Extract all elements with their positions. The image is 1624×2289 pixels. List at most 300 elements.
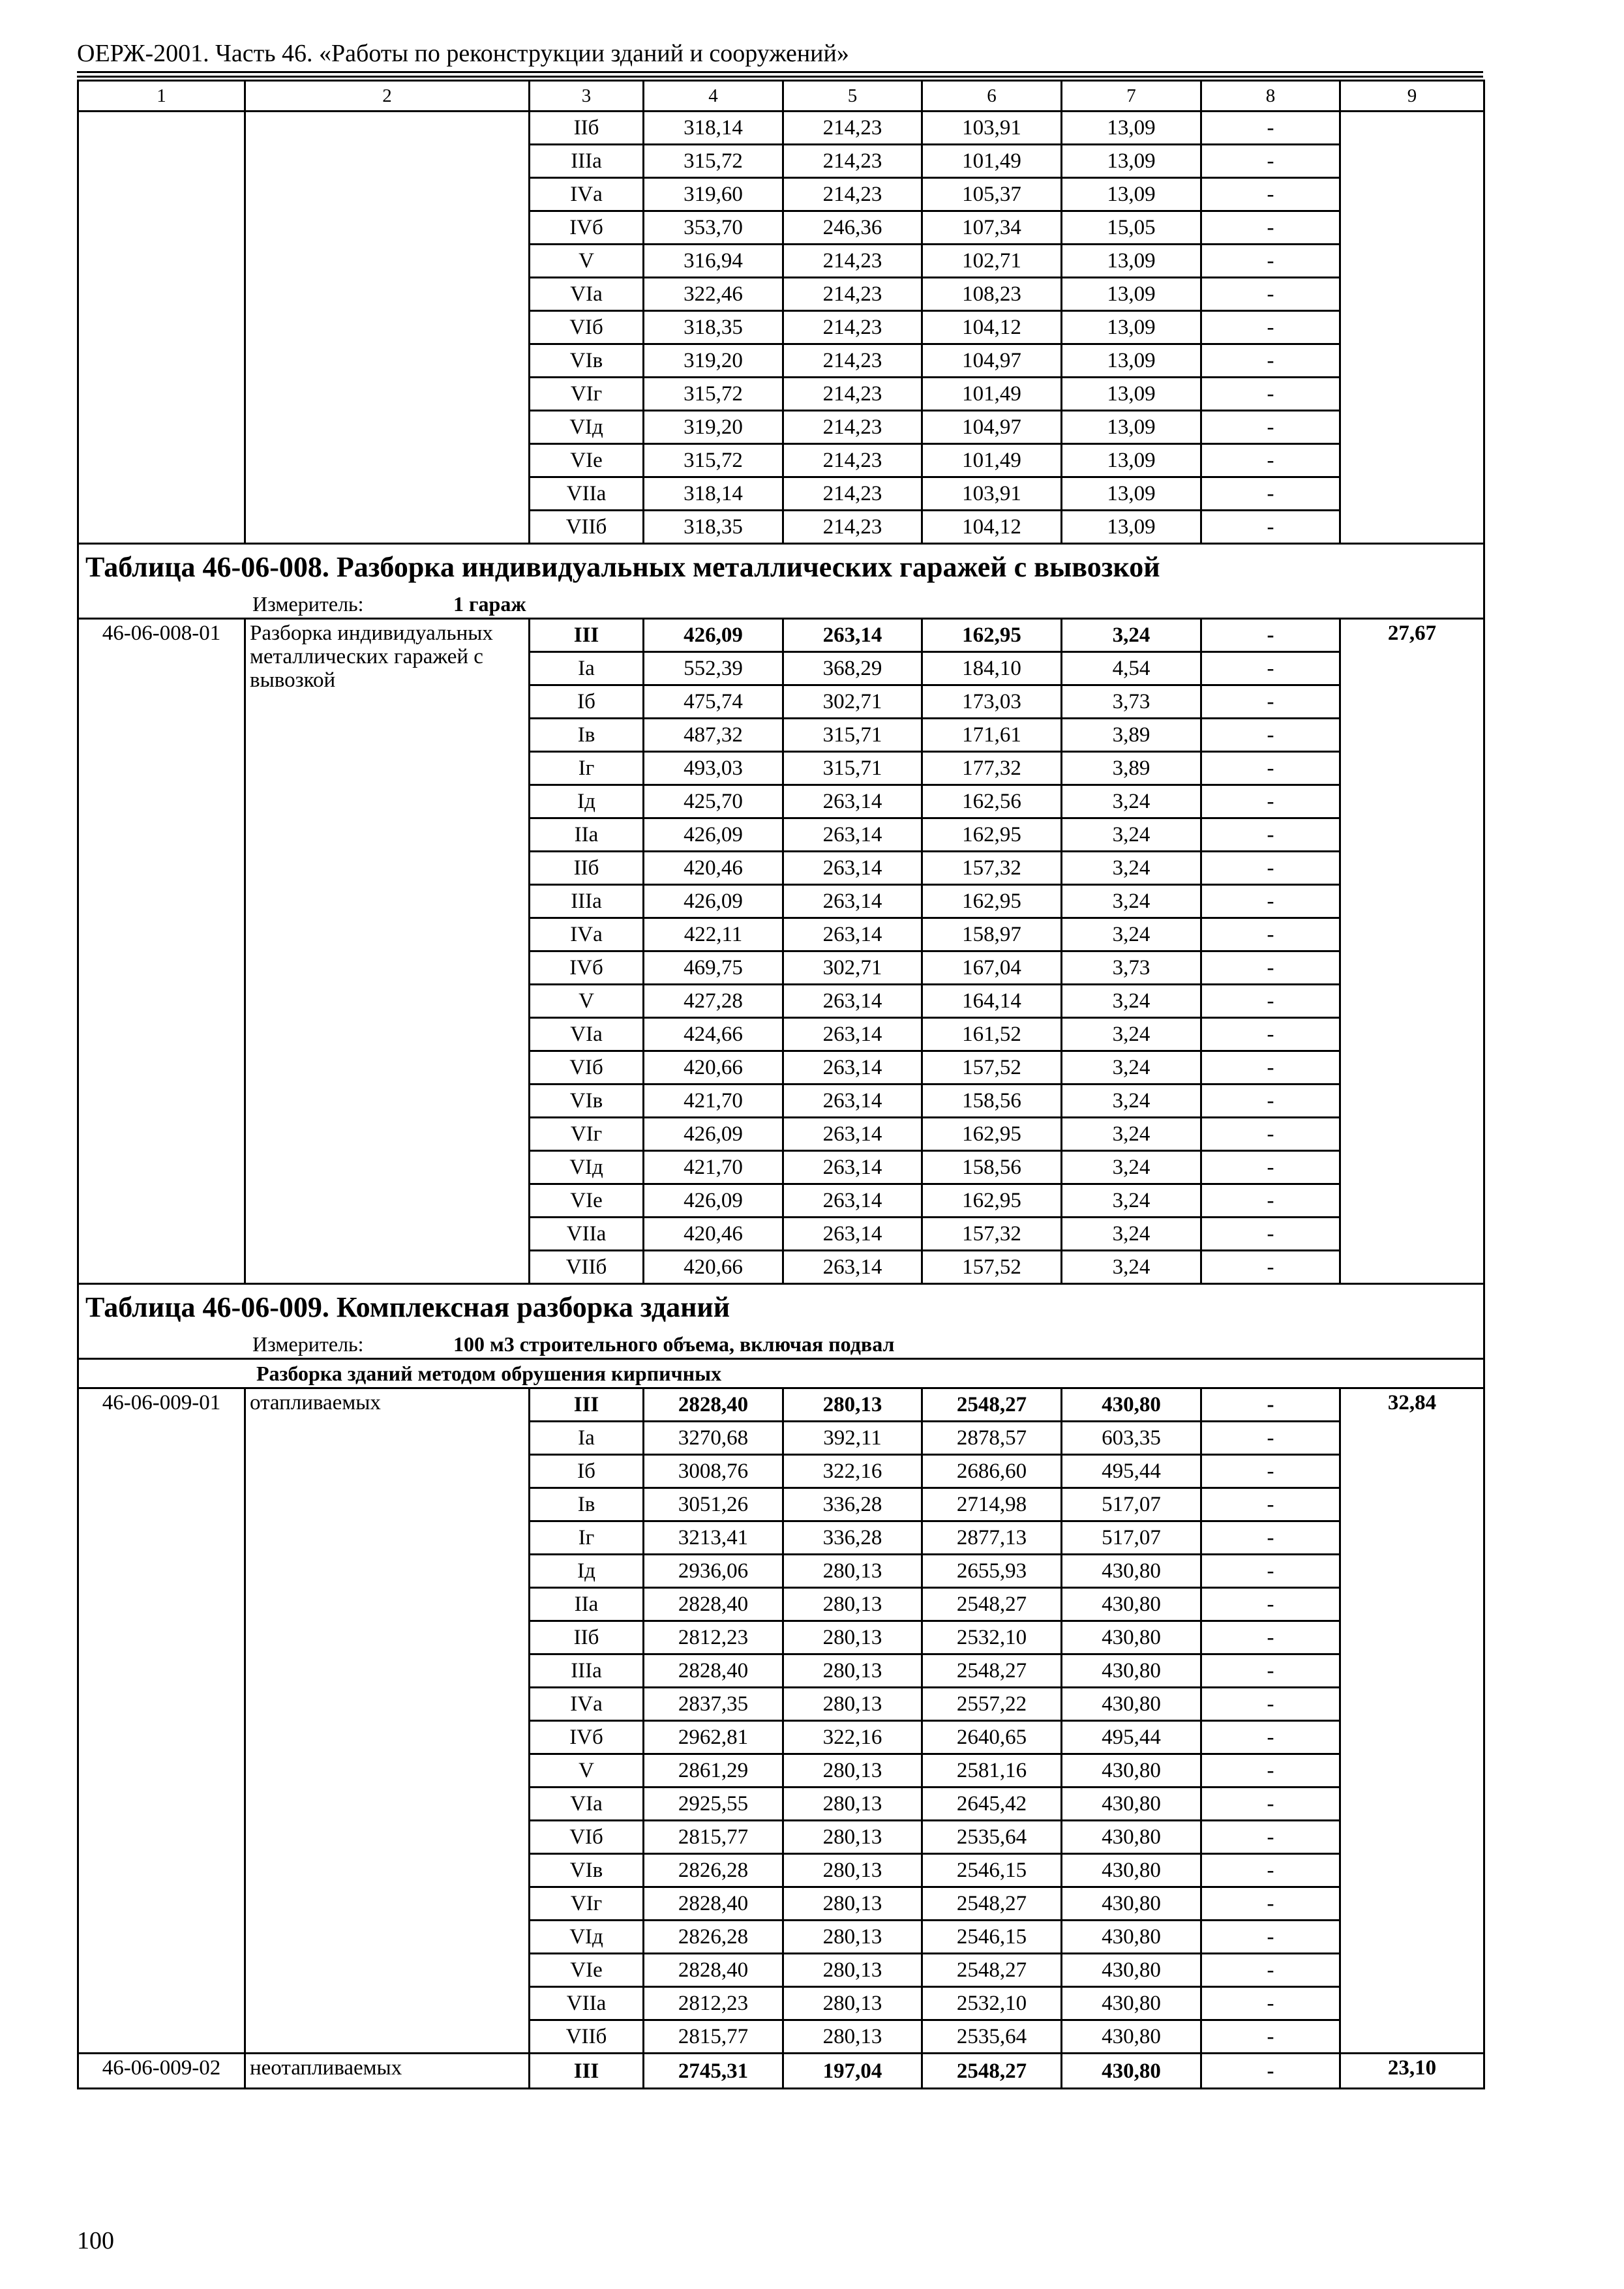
materials-cost-cell: - (1201, 344, 1340, 378)
operator-wage-cell: 495,44 (1062, 1455, 1201, 1488)
zone-cell: Iв (530, 1488, 644, 1521)
machine-cost-cell: 2878,57 (922, 1422, 1062, 1455)
total-cost-cell: 421,70 (644, 1151, 783, 1184)
total-cost-cell: 424,66 (644, 1018, 783, 1051)
materials-cost-cell: - (1201, 619, 1340, 652)
materials-cost-cell: - (1201, 985, 1340, 1018)
zone-cell: Iб (530, 685, 644, 719)
materials-cost-cell: - (1201, 444, 1340, 477)
operator-wage-cell: 430,80 (1062, 1887, 1201, 1921)
materials-cost-cell: - (1201, 918, 1340, 951)
description-cell: Разборка индивидуальных металлических гаражей с вывозкой (245, 619, 530, 1284)
zone-cell: IIIа (530, 1654, 644, 1688)
machine-cost-cell: 2535,64 (922, 1821, 1062, 1854)
total-cost-cell: 2962,81 (644, 1721, 783, 1754)
zone-cell: VIе (530, 1954, 644, 1987)
measure-label: Измеритель: (252, 1332, 364, 1356)
machine-cost-cell: 2655,93 (922, 1555, 1062, 1588)
total-cost-cell: 420,46 (644, 1218, 783, 1251)
zone-cell: VIг (530, 378, 644, 411)
machine-cost-cell: 164,14 (922, 985, 1062, 1018)
machine-cost-cell: 103,91 (922, 112, 1062, 145)
description-cell: отапливаемых (245, 1388, 530, 2054)
materials-cost-cell: - (1201, 278, 1340, 311)
zone-cell: VIб (530, 1051, 644, 1085)
materials-cost-cell: - (1201, 112, 1340, 145)
measure-label: Измеритель: (252, 592, 364, 616)
materials-cost-cell: - (1201, 1184, 1340, 1218)
labor-cost-cell: 246,36 (783, 211, 922, 245)
labor-cost-cell: 263,14 (783, 852, 922, 885)
materials-cost-cell: - (1201, 311, 1340, 344)
operator-wage-cell: 3,24 (1062, 1085, 1201, 1118)
labor-cost-cell: 263,14 (783, 1184, 922, 1218)
machine-cost-cell: 2877,13 (922, 1521, 1062, 1555)
total-cost-cell: 2815,77 (644, 2020, 783, 2054)
operator-wage-cell: 13,09 (1062, 411, 1201, 444)
labor-cost-cell: 214,23 (783, 112, 922, 145)
zone-cell: IIб (530, 852, 644, 885)
total-cost-cell: 475,74 (644, 685, 783, 719)
operator-wage-cell: 603,35 (1062, 1422, 1201, 1455)
zone-cell: V (530, 985, 644, 1018)
machine-cost-cell: 158,56 (922, 1151, 1062, 1184)
operator-wage-cell: 3,24 (1062, 1018, 1201, 1051)
zone-cell: VIд (530, 1151, 644, 1184)
materials-cost-cell: - (1201, 852, 1340, 885)
zone-cell: VIа (530, 1018, 644, 1051)
labor-cost-cell: 214,23 (783, 311, 922, 344)
machine-cost-cell: 177,32 (922, 752, 1062, 785)
measure-value: 100 м3 строительного объема, включая подвал (453, 1332, 895, 1356)
operator-wage-cell: 3,24 (1062, 1251, 1201, 1284)
zone-cell: III (530, 1388, 644, 1422)
labor-cost-cell: 302,71 (783, 685, 922, 719)
section-row (78, 1359, 1484, 1388)
materials-cost-cell: - (1201, 1388, 1340, 1422)
materials-cost-cell: - (1201, 378, 1340, 411)
header-rule (77, 71, 1483, 73)
operator-wage-cell: 430,80 (1062, 1987, 1201, 2020)
labor-cost-cell: 263,14 (783, 1018, 922, 1051)
zone-cell: VIб (530, 311, 644, 344)
total-cost-cell: 2815,77 (644, 1821, 783, 1854)
measure-row (78, 1330, 1484, 1359)
operator-wage-cell: 3,24 (1062, 885, 1201, 918)
labor-cost-cell: 263,14 (783, 1218, 922, 1251)
materials-cost-cell: - (1201, 1721, 1340, 1754)
table-row (78, 619, 1484, 652)
machine-cost-cell: 2548,27 (922, 1887, 1062, 1921)
total-cost-cell: 421,70 (644, 1085, 783, 1118)
total-cost-cell: 420,66 (644, 1251, 783, 1284)
operator-wage-cell: 4,54 (1062, 652, 1201, 685)
machine-cost-cell: 104,12 (922, 511, 1062, 544)
zone-cell: Iа (530, 652, 644, 685)
operator-wage-cell: 3,24 (1062, 1118, 1201, 1151)
table-row (78, 2054, 1484, 2089)
header-rule (77, 76, 1483, 78)
column-number-cell: 7 (1062, 81, 1201, 112)
materials-cost-cell: - (1201, 2054, 1340, 2089)
operator-wage-cell: 3,24 (1062, 1184, 1201, 1218)
table-title: Таблица 46-06-009. Комплексная разборка зданий (78, 1284, 1484, 1331)
table-row (78, 1388, 1484, 1422)
operator-wage-cell: 3,24 (1062, 985, 1201, 1018)
operator-wage-cell: 430,80 (1062, 1854, 1201, 1887)
labor-cost-cell: 322,16 (783, 1455, 922, 1488)
table-title: Таблица 46-06-008. Разборка индивидуальных металлических гаражей с вывозкой (78, 544, 1484, 591)
zone-cell: IVа (530, 178, 644, 211)
operator-wage-cell: 430,80 (1062, 1821, 1201, 1854)
operator-wage-cell: 3,73 (1062, 951, 1201, 985)
operator-wage-cell: 13,09 (1062, 511, 1201, 544)
labor-cost-cell: 263,14 (783, 1118, 922, 1151)
operator-wage-cell: 430,80 (1062, 1654, 1201, 1688)
total-cost-cell: 426,09 (644, 619, 783, 652)
total-cost-cell: 315,72 (644, 145, 783, 178)
column-number-cell: 1 (78, 81, 245, 112)
labor-cost-cell: 214,23 (783, 378, 922, 411)
column-number-cell: 8 (1201, 81, 1340, 112)
machine-cost-cell: 157,52 (922, 1251, 1062, 1284)
machine-cost-cell: 158,56 (922, 1085, 1062, 1118)
machine-cost-cell: 161,52 (922, 1018, 1062, 1051)
total-cost-cell: 2826,28 (644, 1921, 783, 1954)
total-cost-cell: 2828,40 (644, 1654, 783, 1688)
machine-cost-cell: 101,49 (922, 444, 1062, 477)
materials-cost-cell: - (1201, 211, 1340, 245)
labor-cost-cell: 214,23 (783, 145, 922, 178)
labor-cost-cell: 280,13 (783, 1854, 922, 1887)
zone-cell: VIе (530, 444, 644, 477)
table-row (78, 112, 1484, 145)
materials-cost-cell: - (1201, 1788, 1340, 1821)
labor-cost-cell: 214,23 (783, 278, 922, 311)
zone-cell: VIб (530, 1821, 644, 1854)
total-cost-cell: 420,46 (644, 852, 783, 885)
labor-cost-cell: 280,13 (783, 1621, 922, 1654)
labor-cost-cell: 214,23 (783, 411, 922, 444)
total-cost-cell: 422,11 (644, 918, 783, 951)
materials-cost-cell: - (1201, 1488, 1340, 1521)
operator-wage-cell: 3,89 (1062, 752, 1201, 785)
running-header: ОЕРЖ-2001. Часть 46. «Работы по реконструкции зданий и сооружений» (77, 40, 849, 67)
operator-wage-cell: 13,09 (1062, 378, 1201, 411)
zone-cell: IIIа (530, 885, 644, 918)
total-cost-cell: 426,09 (644, 818, 783, 852)
operator-wage-cell: 13,09 (1062, 178, 1201, 211)
zone-cell: V (530, 245, 644, 278)
labor-cost-cell: 315,71 (783, 752, 922, 785)
operator-wage-cell: 430,80 (1062, 1621, 1201, 1654)
total-cost-cell: 2828,40 (644, 1588, 783, 1621)
operator-wage-cell: 13,09 (1062, 477, 1201, 511)
labor-cost-cell: 280,13 (783, 1754, 922, 1788)
machine-cost-cell: 2546,15 (922, 1921, 1062, 1954)
materials-cost-cell: - (1201, 785, 1340, 818)
measure-row (78, 590, 1484, 619)
zone-cell: IVа (530, 1688, 644, 1721)
total-cost-cell: 318,14 (644, 477, 783, 511)
machine-cost-cell: 162,95 (922, 619, 1062, 652)
machine-cost-cell: 2714,98 (922, 1488, 1062, 1521)
operator-wage-cell: 3,24 (1062, 619, 1201, 652)
machine-cost-cell: 162,95 (922, 1184, 1062, 1218)
labor-cost-cell: 302,71 (783, 951, 922, 985)
machine-cost-cell: 162,95 (922, 885, 1062, 918)
index-cell: 23,10 (1340, 2054, 1484, 2089)
total-cost-cell: 2828,40 (644, 1954, 783, 1987)
description-cell (245, 112, 530, 544)
machine-cost-cell: 162,95 (922, 818, 1062, 852)
zone-cell: VIа (530, 278, 644, 311)
section-heading: Разборка зданий методом обрушения кирпичных (78, 1359, 1484, 1388)
machine-cost-cell: 2548,27 (922, 1588, 1062, 1621)
operator-wage-cell: 3,24 (1062, 785, 1201, 818)
total-cost-cell: 2828,40 (644, 1388, 783, 1422)
total-cost-cell: 316,94 (644, 245, 783, 278)
labor-cost-cell: 336,28 (783, 1488, 922, 1521)
measure-value: 1 гараж (453, 592, 526, 616)
materials-cost-cell: - (1201, 245, 1340, 278)
labor-cost-cell: 214,23 (783, 245, 922, 278)
operator-wage-cell: 13,09 (1062, 245, 1201, 278)
zone-cell: VIIа (530, 1218, 644, 1251)
total-cost-cell: 315,72 (644, 444, 783, 477)
operator-wage-cell: 13,09 (1062, 145, 1201, 178)
zone-cell: V (530, 1754, 644, 1788)
operator-wage-cell: 430,80 (1062, 1588, 1201, 1621)
code-cell: 46-06-008-01 (78, 619, 245, 1284)
machine-cost-cell: 2686,60 (922, 1455, 1062, 1488)
zone-cell: Iд (530, 1555, 644, 1588)
zone-cell: VIг (530, 1887, 644, 1921)
labor-cost-cell: 263,14 (783, 885, 922, 918)
zone-cell: IIа (530, 818, 644, 852)
rates-table-body (78, 81, 1484, 2089)
machine-cost-cell: 104,97 (922, 344, 1062, 378)
column-number-cell: 5 (783, 81, 922, 112)
machine-cost-cell: 2546,15 (922, 1854, 1062, 1887)
total-cost-cell: 3213,41 (644, 1521, 783, 1555)
operator-wage-cell: 430,80 (1062, 1688, 1201, 1721)
column-number-cell: 6 (922, 81, 1062, 112)
zone-cell: IVб (530, 951, 644, 985)
labor-cost-cell: 392,11 (783, 1422, 922, 1455)
total-cost-cell: 427,28 (644, 985, 783, 1018)
rates-table (77, 80, 1485, 2089)
machine-cost-cell: 162,95 (922, 1118, 1062, 1151)
operator-wage-cell: 3,24 (1062, 918, 1201, 951)
labor-cost-cell: 280,13 (783, 1954, 922, 1987)
machine-cost-cell: 2557,22 (922, 1688, 1062, 1721)
total-cost-cell: 353,70 (644, 211, 783, 245)
operator-wage-cell: 430,80 (1062, 1954, 1201, 1987)
total-cost-cell: 2828,40 (644, 1887, 783, 1921)
labor-cost-cell: 214,23 (783, 444, 922, 477)
zone-cell: VIв (530, 1085, 644, 1118)
materials-cost-cell: - (1201, 1251, 1340, 1284)
total-cost-cell: 426,09 (644, 1118, 783, 1151)
labor-cost-cell: 214,23 (783, 178, 922, 211)
zone-cell: IIб (530, 1621, 644, 1654)
labor-cost-cell: 336,28 (783, 1521, 922, 1555)
labor-cost-cell: 280,13 (783, 1588, 922, 1621)
operator-wage-cell: 495,44 (1062, 1721, 1201, 1754)
zone-cell: Iа (530, 1422, 644, 1455)
materials-cost-cell: - (1201, 1218, 1340, 1251)
machine-cost-cell: 162,56 (922, 785, 1062, 818)
zone-cell: VIIа (530, 477, 644, 511)
materials-cost-cell: - (1201, 1654, 1340, 1688)
total-cost-cell: 2936,06 (644, 1555, 783, 1588)
operator-wage-cell: 430,80 (1062, 2054, 1201, 2089)
column-number-cell: 4 (644, 81, 783, 112)
column-number-cell: 3 (530, 81, 644, 112)
total-cost-cell: 2745,31 (644, 2054, 783, 2089)
zone-cell: IVб (530, 1721, 644, 1754)
machine-cost-cell: 2548,27 (922, 2054, 1062, 2089)
machine-cost-cell: 2535,64 (922, 2020, 1062, 2054)
materials-cost-cell: - (1201, 1118, 1340, 1151)
labor-cost-cell: 263,14 (783, 818, 922, 852)
zone-cell: VIIб (530, 2020, 644, 2054)
code-cell: 46-06-009-01 (78, 1388, 245, 2054)
total-cost-cell: 2861,29 (644, 1754, 783, 1788)
measure-cell (78, 1330, 1484, 1359)
machine-cost-cell: 157,32 (922, 1218, 1062, 1251)
operator-wage-cell: 517,07 (1062, 1521, 1201, 1555)
total-cost-cell: 322,46 (644, 278, 783, 311)
total-cost-cell: 315,72 (644, 378, 783, 411)
operator-wage-cell: 13,09 (1062, 344, 1201, 378)
operator-wage-cell: 517,07 (1062, 1488, 1201, 1521)
total-cost-cell: 487,32 (644, 719, 783, 752)
zone-cell: VIа (530, 1788, 644, 1821)
total-cost-cell: 3008,76 (644, 1455, 783, 1488)
materials-cost-cell: - (1201, 1921, 1340, 1954)
operator-wage-cell: 3,24 (1062, 818, 1201, 852)
column-number-row (78, 81, 1484, 112)
labor-cost-cell: 263,14 (783, 1085, 922, 1118)
zone-cell: VIв (530, 1854, 644, 1887)
total-cost-cell: 2812,23 (644, 1987, 783, 2020)
materials-cost-cell: - (1201, 818, 1340, 852)
machine-cost-cell: 105,37 (922, 178, 1062, 211)
zone-cell: IIб (530, 112, 644, 145)
total-cost-cell: 552,39 (644, 652, 783, 685)
labor-cost-cell: 280,13 (783, 1987, 922, 2020)
machine-cost-cell: 157,32 (922, 852, 1062, 885)
machine-cost-cell: 107,34 (922, 211, 1062, 245)
materials-cost-cell: - (1201, 951, 1340, 985)
total-cost-cell: 420,66 (644, 1051, 783, 1085)
machine-cost-cell: 2532,10 (922, 1987, 1062, 2020)
code-cell: 46-06-009-02 (78, 2054, 245, 2089)
zone-cell: VIд (530, 411, 644, 444)
table-title-row (78, 1284, 1484, 1331)
materials-cost-cell: - (1201, 1085, 1340, 1118)
materials-cost-cell: - (1201, 145, 1340, 178)
machine-cost-cell: 2548,27 (922, 1954, 1062, 1987)
materials-cost-cell: - (1201, 1854, 1340, 1887)
zone-cell: III (530, 2054, 644, 2089)
machine-cost-cell: 102,71 (922, 245, 1062, 278)
total-cost-cell: 3270,68 (644, 1422, 783, 1455)
operator-wage-cell: 3,73 (1062, 685, 1201, 719)
operator-wage-cell: 430,80 (1062, 1388, 1201, 1422)
labor-cost-cell: 214,23 (783, 344, 922, 378)
machine-cost-cell: 104,12 (922, 311, 1062, 344)
machine-cost-cell: 2645,42 (922, 1788, 1062, 1821)
machine-cost-cell: 167,04 (922, 951, 1062, 985)
labor-cost-cell: 280,13 (783, 2020, 922, 2054)
description-cell: неотапливаемых (245, 2054, 530, 2089)
labor-cost-cell: 280,13 (783, 1555, 922, 1588)
column-number-cell: 9 (1340, 81, 1484, 112)
total-cost-cell: 426,09 (644, 885, 783, 918)
machine-cost-cell: 104,97 (922, 411, 1062, 444)
total-cost-cell: 425,70 (644, 785, 783, 818)
labor-cost-cell: 280,13 (783, 1654, 922, 1688)
machine-cost-cell: 2548,27 (922, 1388, 1062, 1422)
total-cost-cell: 319,20 (644, 411, 783, 444)
total-cost-cell: 318,14 (644, 112, 783, 145)
machine-cost-cell: 184,10 (922, 652, 1062, 685)
materials-cost-cell: - (1201, 1018, 1340, 1051)
materials-cost-cell: - (1201, 1954, 1340, 1987)
materials-cost-cell: - (1201, 1754, 1340, 1788)
machine-cost-cell: 158,97 (922, 918, 1062, 951)
labor-cost-cell: 368,29 (783, 652, 922, 685)
machine-cost-cell: 2548,27 (922, 1654, 1062, 1688)
labor-cost-cell: 263,14 (783, 1251, 922, 1284)
materials-cost-cell: - (1201, 1987, 1340, 2020)
total-cost-cell: 318,35 (644, 311, 783, 344)
zone-cell: III (530, 619, 644, 652)
zone-cell: Iв (530, 719, 644, 752)
materials-cost-cell: - (1201, 1621, 1340, 1654)
operator-wage-cell: 3,24 (1062, 1151, 1201, 1184)
machine-cost-cell: 101,49 (922, 378, 1062, 411)
total-cost-cell: 2837,35 (644, 1688, 783, 1721)
operator-wage-cell: 13,09 (1062, 112, 1201, 145)
machine-cost-cell: 103,91 (922, 477, 1062, 511)
machine-cost-cell: 2640,65 (922, 1721, 1062, 1754)
zone-cell: IIIа (530, 145, 644, 178)
operator-wage-cell: 430,80 (1062, 1921, 1201, 1954)
zone-cell: VIIб (530, 511, 644, 544)
materials-cost-cell: - (1201, 1688, 1340, 1721)
zone-cell: Iг (530, 752, 644, 785)
labor-cost-cell: 263,14 (783, 1051, 922, 1085)
labor-cost-cell: 263,14 (783, 985, 922, 1018)
materials-cost-cell: - (1201, 752, 1340, 785)
materials-cost-cell: - (1201, 1887, 1340, 1921)
materials-cost-cell: - (1201, 1521, 1340, 1555)
labor-cost-cell: 263,14 (783, 785, 922, 818)
operator-wage-cell: 3,24 (1062, 1218, 1201, 1251)
operator-wage-cell: 430,80 (1062, 1754, 1201, 1788)
labor-cost-cell: 214,23 (783, 477, 922, 511)
materials-cost-cell: - (1201, 511, 1340, 544)
materials-cost-cell: - (1201, 719, 1340, 752)
labor-cost-cell: 280,13 (783, 1788, 922, 1821)
total-cost-cell: 318,35 (644, 511, 783, 544)
operator-wage-cell: 3,24 (1062, 1051, 1201, 1085)
operator-wage-cell: 430,80 (1062, 1555, 1201, 1588)
